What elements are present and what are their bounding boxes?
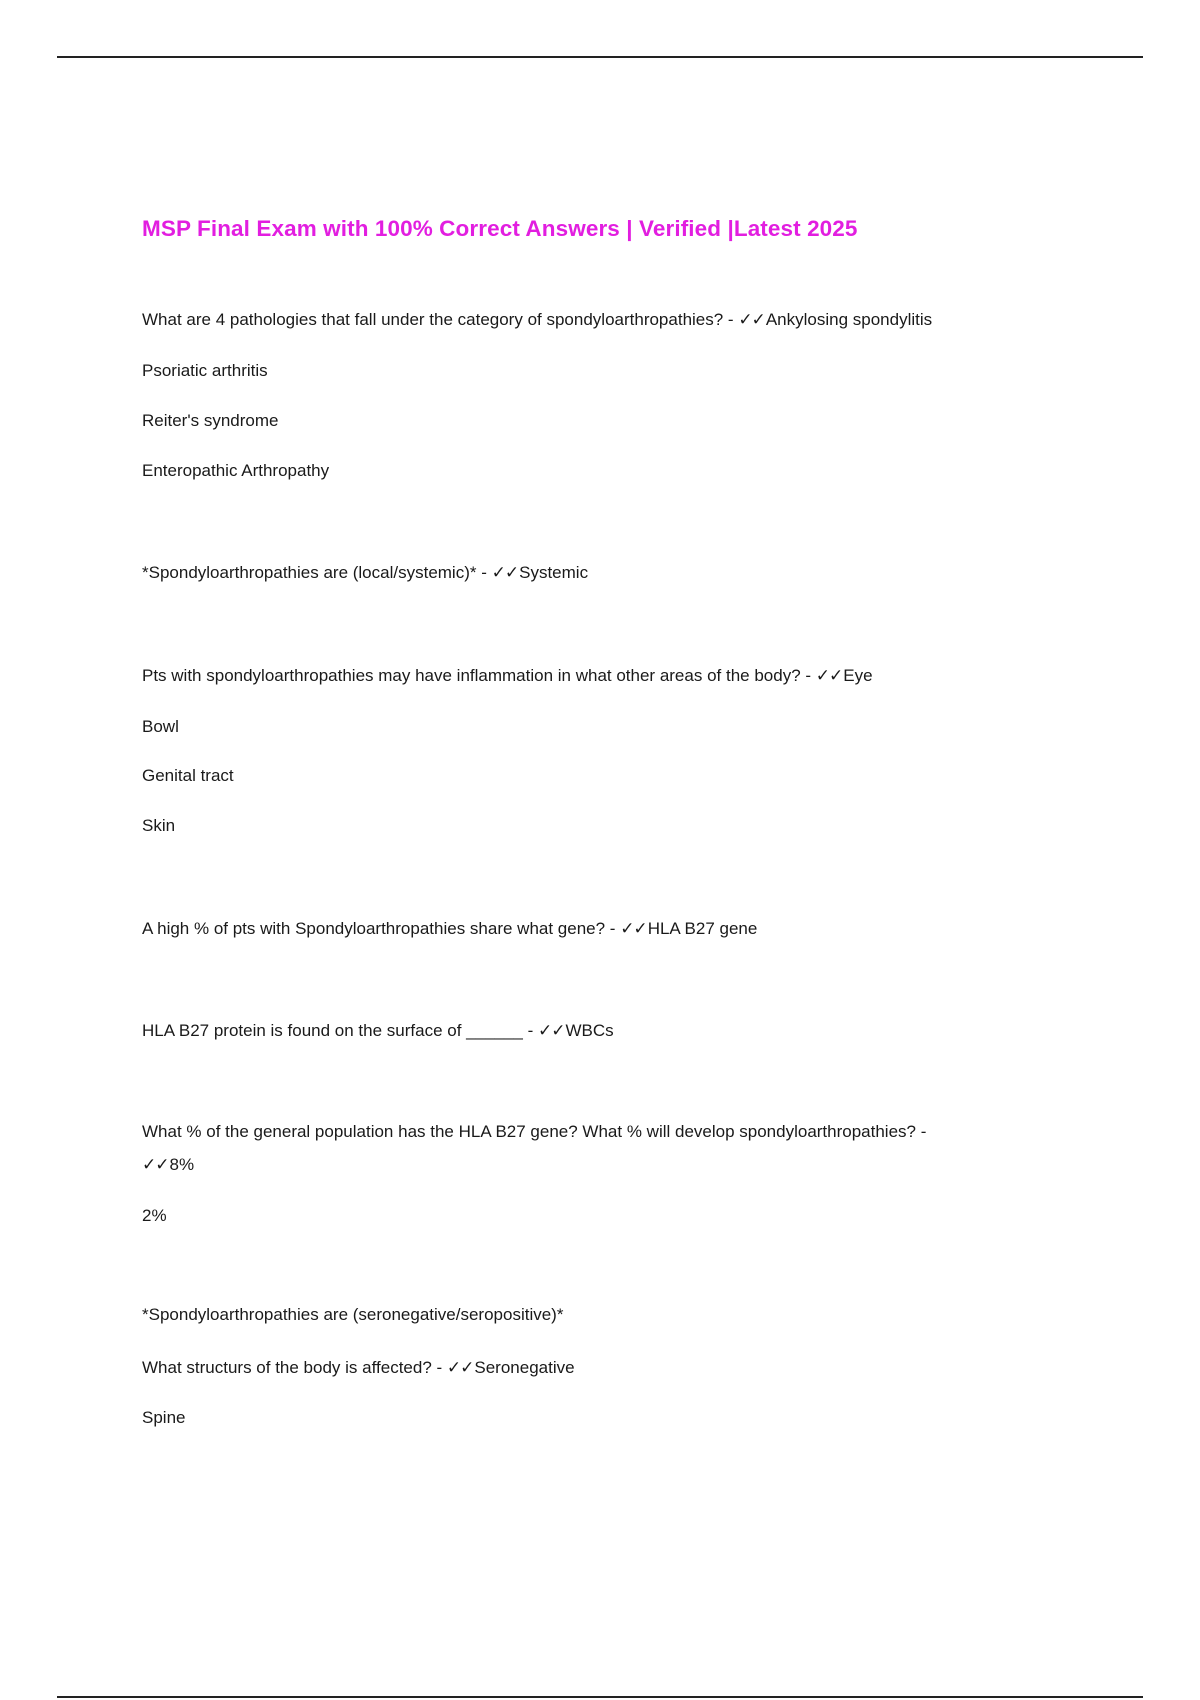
double-check-icon: ✓✓ — [491, 563, 519, 583]
double-check-icon: ✓✓ — [620, 919, 647, 939]
answer-6-line-2: 2% — [142, 1206, 167, 1225]
question-1-text: What are 4 pathologies that fall under the category of spondyloarthropathies? - — [142, 310, 739, 329]
double-check-icon: ✓✓ — [815, 666, 843, 686]
double-check-icon: ✓✓ — [738, 310, 765, 330]
answer-1-line-3: Reiter's syndrome — [142, 411, 279, 430]
answer-3-line-3: Genital tract — [142, 766, 234, 785]
question-4 — [142, 918, 757, 940]
double-check-icon: ✓✓ — [142, 1155, 169, 1175]
question-6-text: What % of the general population has the HLA B27 gene? What % will develop spondyloarthropathies? - — [142, 1122, 927, 1141]
question-4-text: A high % of pts with Spondyloarthropathies share what gene? - — [142, 919, 621, 938]
answer-1-line-2: Psoriatic arthritis — [142, 361, 268, 380]
question-7-line-1: *Spondyloarthropathies are (seronegative/seropositive)* — [142, 1305, 564, 1324]
answer-7-line-1: Seronegative — [474, 1358, 575, 1377]
bottom-rule — [57, 1696, 1143, 1698]
answer-1-line-4: Enteropathic Arthropathy — [142, 461, 330, 480]
question-3 — [142, 665, 873, 687]
question-6-answer — [142, 1154, 194, 1176]
double-check-icon: ✓✓ — [538, 1021, 565, 1041]
answer-6-line-1: 8% — [169, 1155, 195, 1174]
question-5-text: HLA B27 protein is found on the surface of ______ - — [142, 1021, 538, 1040]
page-title: MSP Final Exam with 100% Correct Answers | Verified |Latest 2025 — [142, 216, 858, 241]
double-check-icon: ✓✓ — [446, 1358, 474, 1378]
answer-7-line-2: Spine — [142, 1408, 186, 1427]
answer-3-line-4: Skin — [142, 816, 176, 835]
question-7-line-2: What structurs of the body is affected? - — [142, 1358, 447, 1377]
answer-3-line-1: Eye — [843, 666, 873, 685]
question-2 — [142, 562, 588, 584]
answer-4-line-1: HLA B27 gene — [647, 919, 758, 938]
answer-5-line-1: WBCs — [565, 1021, 614, 1040]
top-rule — [57, 56, 1143, 58]
question-3-text: Pts with spondyloarthropathies may have inflammation in what other areas of the body? - — [142, 666, 816, 685]
question-1 — [142, 309, 932, 331]
question-2-text: *Spondyloarthropathies are (local/systemic)* - — [142, 563, 492, 582]
answer-1-line-1: Ankylosing spondylitis — [765, 310, 933, 329]
question-7 — [142, 1357, 575, 1379]
answer-2-line-1: Systemic — [519, 563, 589, 582]
answer-3-line-2: Bowl — [142, 717, 179, 736]
question-5 — [142, 1020, 614, 1042]
